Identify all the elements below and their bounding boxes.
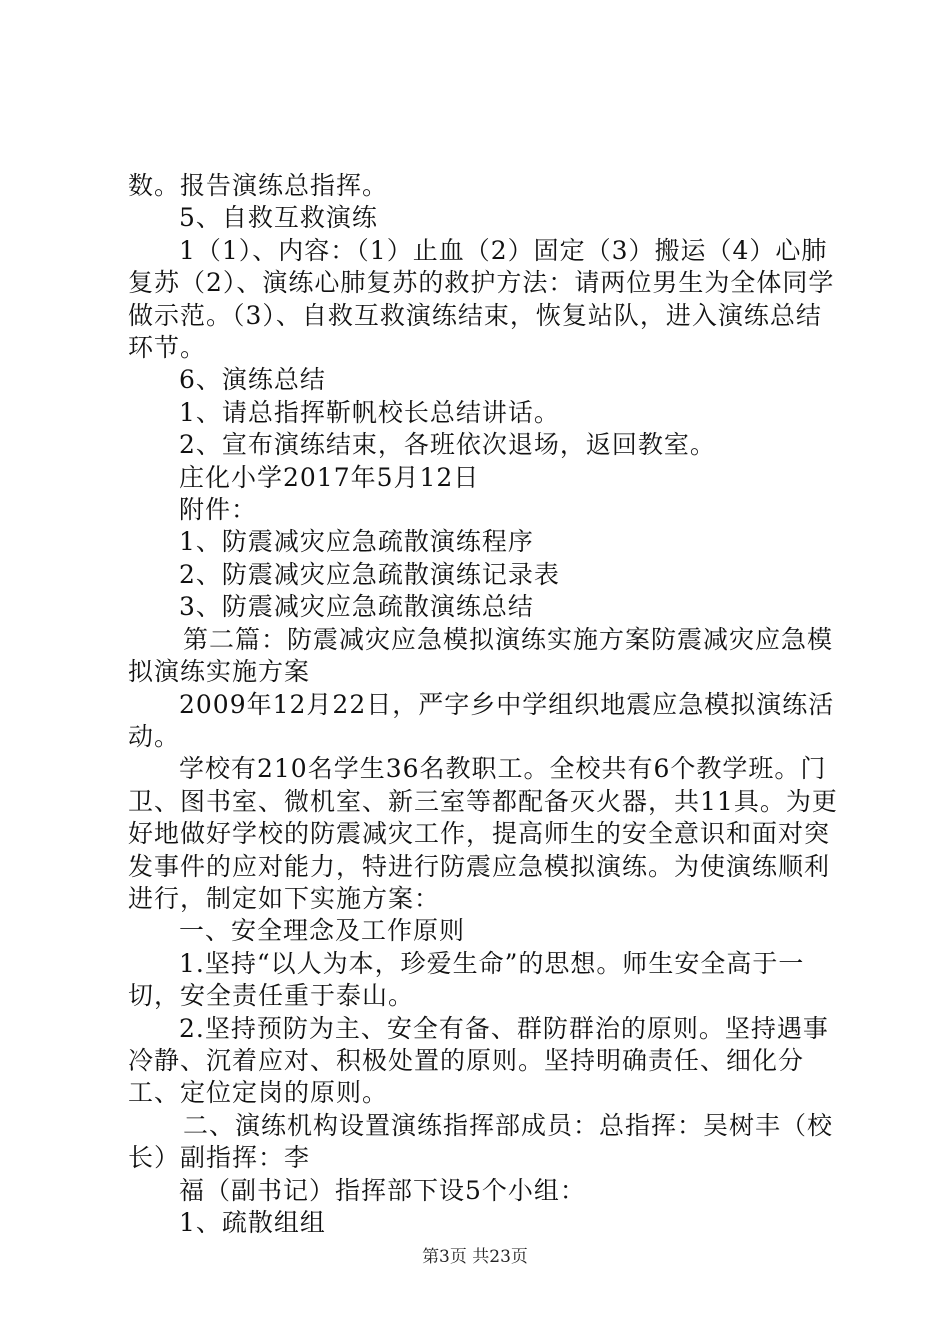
paragraph: 福（副书记）指挥部下设5个小组： [179, 1175, 586, 1205]
paragraph: 1、疏散组组 [179, 1208, 326, 1237]
paragraph: 2、防震减灾应急疏散演练记录表 [179, 559, 560, 589]
section-title: 第二篇：防震减灾应急模拟演练实施方案防震减灾应急模拟演练实施方案 [128, 624, 834, 687]
paragraph: 附件： [179, 495, 258, 525]
paragraph: 1（1）、内容：（1）止血（2）固定（3）搬运（4）心肺复苏（2）、演练心肺复苏的救护方法：请两位男生为全体同学做示范。（3）、自救互救演练结束，恢复站队，进入演练总结环节。 [128, 235, 835, 363]
document-body [128, 170, 838, 1239]
paragraph: 二、演练机构设置演练指挥部成员：总指挥：吴树丰（校长）副指挥：李 [128, 1110, 834, 1173]
paragraph: 2009年12月22日，严字乡中学组织地震应急模拟演练活动。 [128, 689, 835, 751]
paragraph: 2.坚持预防为主、安全有备、群防群治的原则。坚持遇事冷静、沉着应对、积极处置的原则。坚持明确责任、细化分工、定位定岗的原则。 [128, 1013, 829, 1108]
paragraph: 1、防震减灾应急疏散演练程序 [179, 527, 534, 557]
paragraph: 3、防震减灾应急疏散演练总结 [179, 592, 534, 622]
paragraph: 数。报告演练总指挥。 [128, 171, 389, 200]
paragraph: 1.坚持“以人为本，珍爱生命”的思想。师生安全高于一切，安全责任重于泰山。 [128, 948, 805, 1011]
paragraph: 1、请总指挥靳帆校长总结讲话。 [179, 397, 560, 427]
paragraph: 学校有210名学生36名教职工。全校共有6个教学班。门卫、图书室、微机室、新三室等都配备灭火器，共11具。为更好地做好学校的防震减灾工作，提高师生的安全意识和面对突发事件的应对能力，特进行防震应急模拟演练。为使演练顺利进行，制定如下实施方案： [128, 754, 838, 913]
paragraph: 一、安全理念及工作原则 [179, 916, 466, 946]
paragraph: 2、宣布演练结束，各班依次退场，返回教室。 [179, 430, 716, 460]
page-number-footer: 第3页 共23页 [422, 1247, 528, 1267]
paragraph: 庄化小学2017年5月12日 [179, 462, 480, 492]
paragraph: 5、自救互救演练 [179, 203, 378, 233]
paragraph: 6、演练总结 [179, 365, 326, 395]
